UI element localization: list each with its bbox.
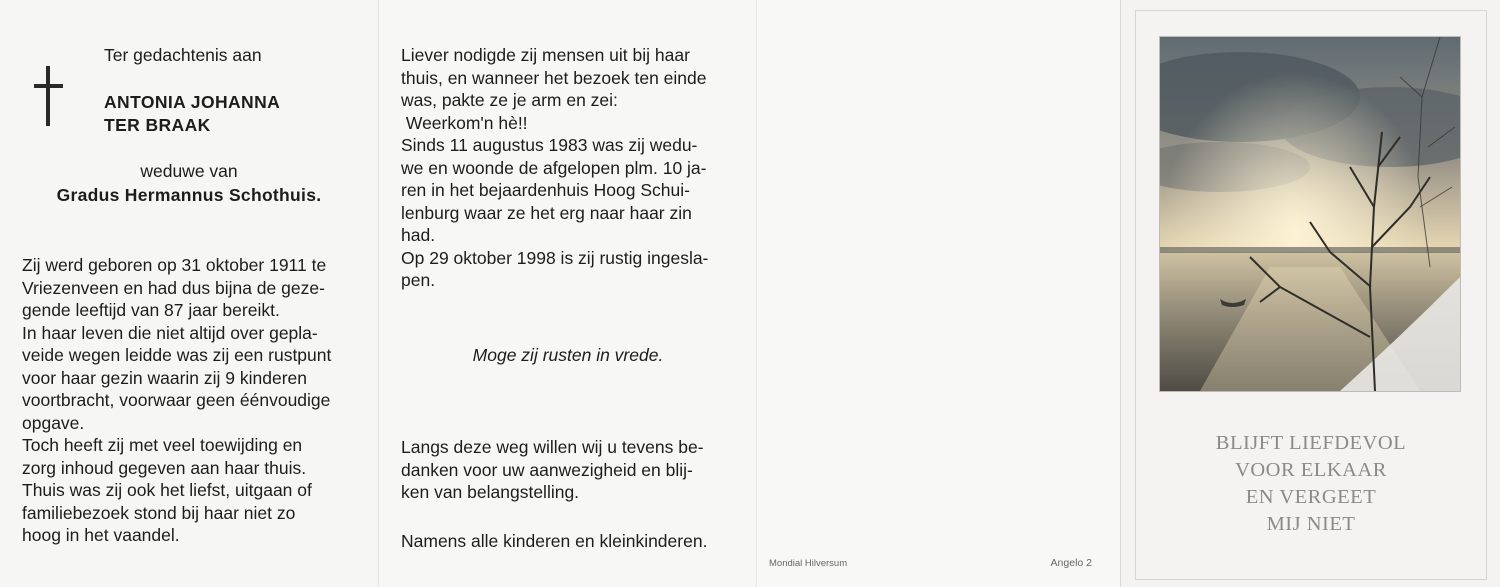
deceased-name-line1: ANTONIA JOHANNA (104, 92, 281, 112)
lake-sunset-photo (1159, 36, 1461, 392)
intro-text: Ter gedachtenis aan (104, 45, 262, 65)
cross-icon (46, 66, 50, 126)
text-line: hoog in het vaandel. (22, 525, 180, 545)
text-line: voor haar gezin waarin zij 9 kinderen (22, 367, 308, 388)
text-line: Sinds 11 augustus 1983 was zij wedu- (401, 135, 698, 155)
text-line: veide wegen leidde was zij een rustpunt (22, 345, 332, 365)
text-line: Liever nodigde zij mensen uit bij haar (401, 45, 690, 65)
text-line: Toch heeft zij met veel toewijding en (22, 435, 303, 455)
verse-line: EN VERGEET (1245, 486, 1377, 508)
text-line: had. (401, 225, 436, 245)
model-text: Angelo 2 (1050, 557, 1092, 569)
panel-memorial-left (0, 0, 378, 587)
biography-text (22, 254, 358, 547)
panel-blank-back (756, 0, 1120, 587)
verse-line: MIJ NIET (1266, 513, 1356, 535)
text-line: voortbracht, voorwaar geen éénvoudige (22, 390, 331, 410)
verse-line: BLIJFT LIEFDEVOL (1215, 432, 1407, 454)
text-line: Weerkom'n hè!! (401, 112, 528, 133)
text-line: we en woonde de afgelopen plm. 10 ja- (401, 157, 707, 178)
cover-verse (1121, 430, 1500, 538)
text-line: Zij werd geboren op 31 oktober 1911 te (22, 255, 327, 275)
panel-memorial-middle (378, 0, 756, 587)
text-line: ren in het bejaardenhuis Hoog Schui- (401, 180, 690, 200)
text-line: opgave. (22, 412, 85, 433)
text-line: ken van belangstelling. (401, 482, 580, 502)
publisher-text: Mondial Hilversum (769, 558, 848, 569)
text-line: gende leeftijd van 87 jaar bereikt. (22, 300, 280, 320)
widow-of-text: weduwe van (140, 161, 238, 181)
text-line: danken voor uw aanwezigheid en blij- (401, 459, 693, 480)
text-line: In haar leven die niet altijd over gepla- (22, 322, 318, 343)
text-line: Thuis was zij ook het liefst, uitgaan of (22, 480, 312, 500)
text-line: thuis, en wanneer het bezoek ten einde (401, 67, 707, 88)
text-line: was, pakte ze je arm en zei: (401, 90, 618, 110)
text-line: Langs deze weg willen wij u tevens be- (401, 437, 704, 457)
thanks-text (401, 436, 737, 504)
deceased-name-line2: TER BRAAK (104, 115, 211, 135)
text-line: Op 29 oktober 1998 is zij rustig ingesla- (401, 247, 709, 268)
reminiscence-text (401, 44, 737, 292)
text-line: zorg inhoud gegeven aan haar thuis. (22, 457, 307, 478)
text-line: Vriezenveen en had dus bijna de geze- (22, 277, 325, 298)
text-line: pen. (401, 270, 436, 290)
text-line: familiebezoek stond bij haar niet zo (22, 502, 296, 523)
signature-text: Namens alle kinderen en kleinkinderen. (401, 531, 708, 551)
verse-line: VOOR ELKAAR (1235, 459, 1387, 481)
text-line: lenburg waar ze het erg naar haar zin (401, 202, 692, 223)
cross-icon-bar (34, 84, 63, 88)
husband-name: Gradus Hermannus Schothuis. (56, 185, 322, 205)
panel-cover (1120, 0, 1500, 587)
farewell-text: Moge zij rusten in vrede. (472, 345, 664, 365)
